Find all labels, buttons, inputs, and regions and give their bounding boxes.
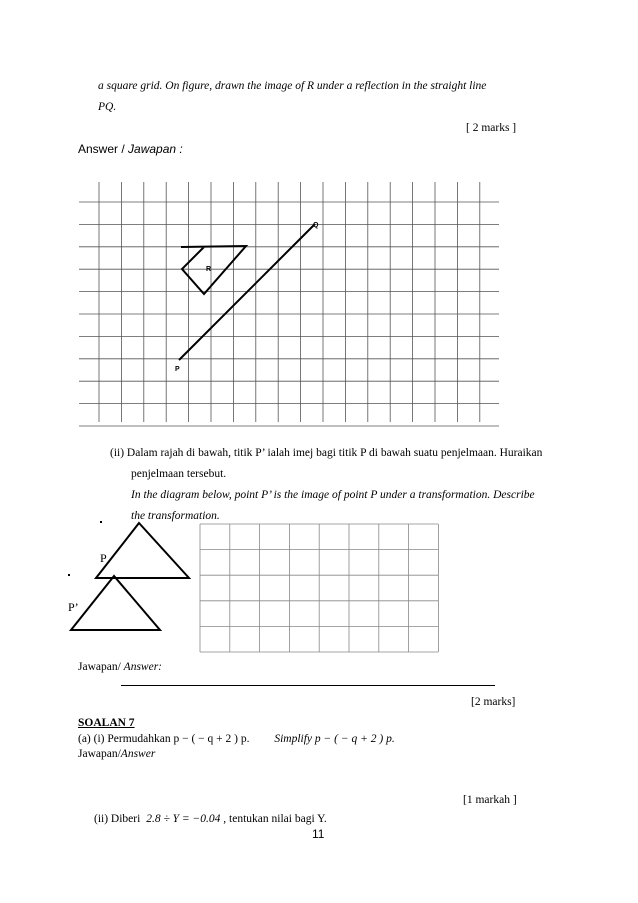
point-dot-left	[68, 574, 70, 576]
part-ii-line-4: the transformation.	[131, 510, 220, 522]
part-ii-line-1: (ii) Dalam rajah di bawah, titik P’ ialah imej bagi titik P di bawah suatu penjelmaan. Huraikan	[110, 447, 543, 459]
soalan-7-title: SOALAN 7	[78, 717, 135, 729]
triangle-label-p: P	[100, 551, 107, 565]
label-r: R	[206, 266, 212, 273]
question-text-line-2: PQ.	[98, 101, 117, 113]
shape-r	[181, 246, 246, 294]
label-p: P	[175, 366, 180, 373]
soalan-7-answer-ms: Jawapan/	[78, 748, 121, 760]
question-text-line-1: a square grid. On figure, drawn the image of R under a reflection in the straight line	[98, 80, 487, 92]
point-dot-top	[100, 521, 102, 523]
marks-label-2: [2 marks]	[471, 696, 516, 708]
answer-heading-en: Answer /	[78, 142, 125, 156]
answer-heading	[78, 142, 183, 156]
soalan-7-marks: [1 markah ]	[463, 794, 517, 806]
part-ii-line-3: In the diagram below, point P’ is the image of point P under a transformation. Describe	[131, 489, 535, 501]
label-q: Q	[313, 222, 319, 229]
triangle-label-p-prime: P’	[68, 600, 79, 614]
answer-line[interactable]	[121, 685, 495, 686]
empty-grid	[199, 523, 439, 653]
marks-label: [ 2 marks ]	[466, 122, 517, 134]
soalan-7-a-i-ms: (a) (i) Permudahkan p − ( − q + 2 ) p.	[78, 733, 250, 745]
soalan-7-a-i	[78, 732, 395, 746]
soalan-7-a-i-en: Simplify p − ( − q + 2 ) p.	[274, 733, 395, 745]
triangle-p-prime	[71, 576, 160, 630]
part-ii-line-2: penjelmaan tersebut.	[131, 468, 227, 480]
answer-heading-ms: Jawapan :	[128, 142, 183, 156]
page-number: 11	[312, 827, 325, 841]
reflection-grid	[79, 182, 499, 422]
soalan-7-answer-en: Answer	[120, 748, 156, 760]
triangles-diagram	[60, 520, 190, 640]
triangle-p	[96, 523, 189, 578]
soalan-7-answer-label	[78, 747, 155, 761]
soalan-7-ii-expression: 2.8 ÷ Y = −0.04	[146, 813, 221, 825]
answer-label	[78, 660, 162, 674]
soalan-7-ii-prefix: (ii) Diberi	[94, 813, 141, 825]
soalan-7-ii	[94, 812, 327, 826]
soalan-7-ii-suffix: , tentukan nilai bagi Y.	[223, 813, 327, 825]
answer-label-en: Answer:	[123, 661, 163, 673]
answer-label-ms: Jawapan/	[78, 661, 121, 673]
